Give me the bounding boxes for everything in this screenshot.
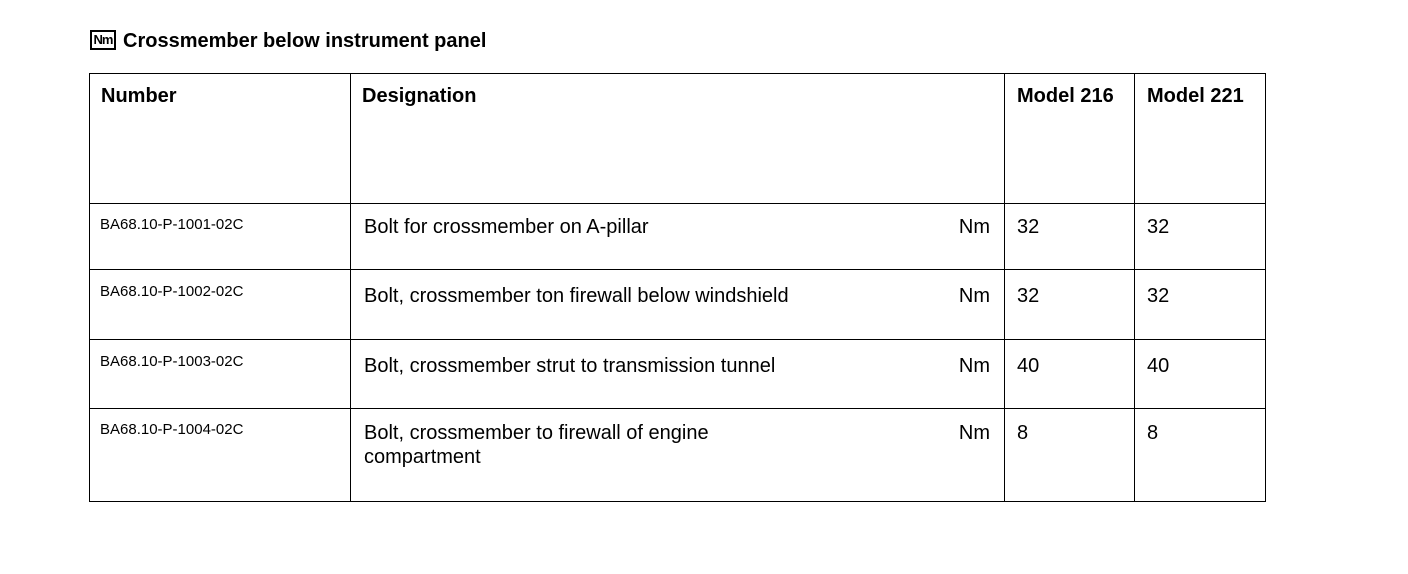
table-row (90, 270, 1266, 340)
section-title-text: Crossmember below instrument panel (123, 29, 487, 52)
table-row (90, 204, 1266, 270)
designation-text: Bolt, crossmember to firewall of engine compartment (364, 422, 709, 468)
header-model-221: Model 221 (1135, 74, 1266, 204)
cell-model-216: 8 (1005, 409, 1135, 502)
cell-model-221: 8 (1135, 409, 1266, 502)
cell-model-216: 32 (1005, 270, 1135, 340)
designation-text: Bolt, crossmember ton firewall below windshield (364, 285, 789, 307)
cell-model-216: 32 (1005, 204, 1135, 270)
cell-model-216: 40 (1005, 340, 1135, 409)
table-row (90, 340, 1266, 409)
torque-spec-table (89, 73, 1266, 502)
header-number: Number (90, 74, 351, 204)
cell-number: BA68.10-P-1004-02C (90, 409, 351, 502)
table-header-row (90, 74, 1266, 204)
cell-number: BA68.10-P-1001-02C (90, 204, 351, 270)
designation-text: Bolt, crossmember strut to transmission tunnel (364, 355, 776, 377)
torque-nm-icon: Nm (90, 30, 116, 50)
cell-number: BA68.10-P-1002-02C (90, 270, 351, 340)
cell-designation (351, 204, 1005, 270)
unit-label: Nm (958, 216, 990, 238)
section-title (90, 26, 486, 56)
cell-designation (351, 409, 1005, 502)
designation-text: Bolt for crossmember on A-pillar (364, 216, 649, 238)
unit-label: Nm (958, 355, 990, 377)
unit-label: Nm (958, 285, 990, 307)
table-row (90, 409, 1266, 502)
cell-number: BA68.10-P-1003-02C (90, 340, 351, 409)
header-designation: Designation (351, 74, 1005, 204)
header-model-216: Model 216 (1005, 74, 1135, 204)
cell-model-221: 32 (1135, 270, 1266, 340)
cell-model-221: 32 (1135, 204, 1266, 270)
unit-label: Nm (958, 422, 990, 444)
cell-designation (351, 340, 1005, 409)
cell-model-221: 40 (1135, 340, 1266, 409)
cell-designation (351, 270, 1005, 340)
